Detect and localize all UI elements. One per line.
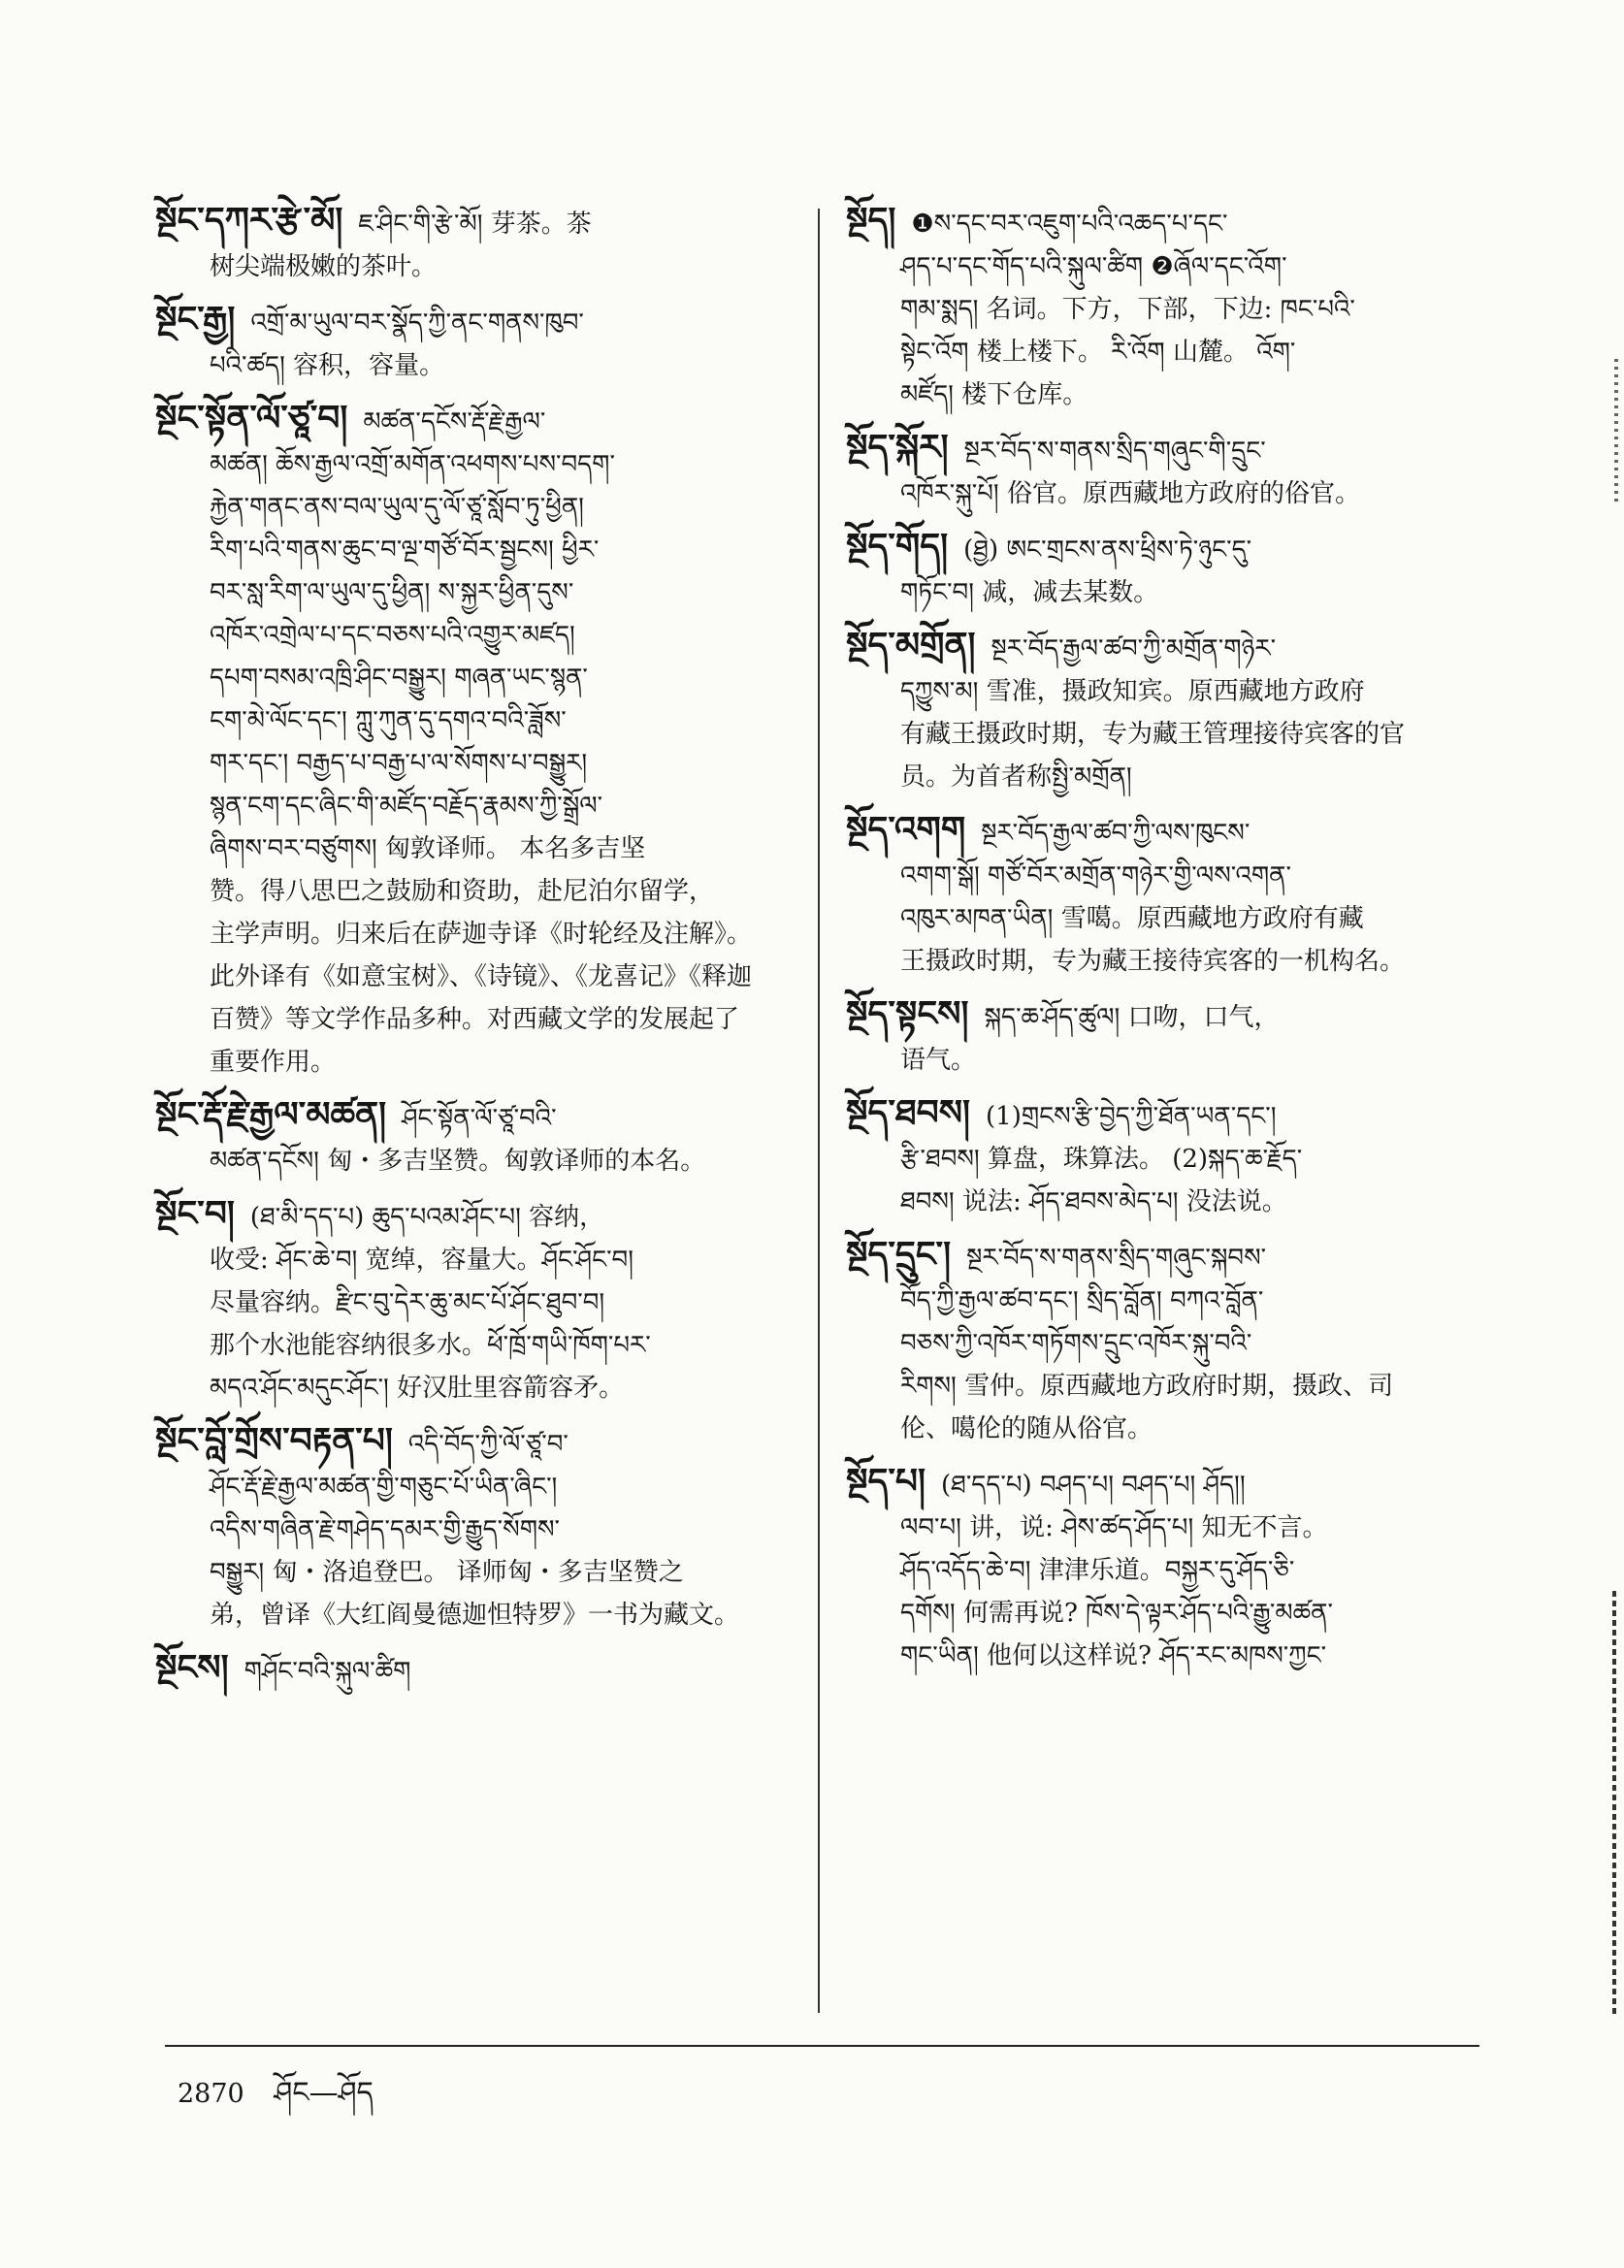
definition-text: མཚན་དངོས་རྡོ་རྗེ་རྒྱལ་: [363, 407, 546, 437]
headword: སྔོང་རྒྱ།: [155, 299, 236, 340]
dictionary-entry: [155, 397, 786, 1084]
entry-line: [155, 1551, 786, 1594]
page-footer: [178, 2060, 395, 2142]
dictionary-entry: [155, 298, 786, 387]
definition-text: 尽量容纳。རྫིང་བུ་དེར་ཆུ་མང་པོ་ཤོང་ཐུབ་བ།: [210, 1288, 605, 1317]
entry-line: [846, 1181, 1478, 1223]
definition-text: འཁོར་འགྲེལ་པ་དང་བཅས་པའི་འགྱུར་མཛད།: [210, 621, 575, 650]
dictionary-entry: [155, 1093, 786, 1183]
entry-line: [155, 245, 786, 288]
headword: སྔོང་རྡོ་རྗེ་རྒྱལ་མཚན།: [155, 1094, 387, 1135]
headword: སྔོད་པ།: [846, 1461, 926, 1502]
headword: སྔོད་སྐོར།: [846, 427, 949, 468]
definition-text: 赞。得八思巴之鼓励和资助，赴尼泊尔留学，: [210, 877, 715, 906]
entry-line: [155, 1041, 786, 1084]
entry-line: [846, 1549, 1478, 1592]
entry-line: [846, 1322, 1478, 1365]
definition-text: 收受: ཤོང་ཆེ་བ། 宽绰，容量大。ཤོང་ཤོང་བ།: [210, 1246, 633, 1275]
definition-text: ཤད་པ་དང་གོད་པའི་སྐུལ་ཚིག ❷ཞོལ་དང་འོག་: [900, 252, 1287, 281]
entry-line: [155, 956, 786, 998]
entry-line: [846, 897, 1478, 940]
definition-text: འདི་བོད་ཀྱི་ལོ་ཙཱ་བ་: [407, 1430, 568, 1459]
definition-text: 员。为首者称སྤྱི་མགྲོན།: [900, 762, 1132, 792]
entry-line: [846, 331, 1478, 373]
definition-text: རིག་པའི་གནས་ཆུང་བ་ལྔ་གཙོ་བོར་སྦྱངས། ཕྱིར་: [210, 535, 600, 565]
entry-first-line: [155, 1419, 786, 1466]
definition-text: 语气。: [900, 1046, 977, 1075]
definition-text: ཤོད་འདོད་ཆེ་བ། 津津乐道。བསྐྱར་དུ་ཤོད་ཅི་: [900, 1556, 1295, 1585]
entry-first-line: [846, 1460, 1478, 1507]
definition-text: སྔར་བོད་ས་གནས་སྲིད་གཞུང་སྐབས་: [966, 1244, 1267, 1273]
definition-text: 此外译有《如意宝树》、《诗镜》、《龙喜记》《释迦: [210, 962, 753, 991]
dictionary-entry: [155, 1646, 786, 1693]
definition-text: སྔར་བོད་རྒྱལ་ཚབ་ཀྱི་མགྲོན་གཉེར་: [991, 634, 1277, 664]
definition-text: 重要作用。: [210, 1048, 337, 1077]
definition-text: གཏོང་བ། 减，减去某数。: [900, 578, 1159, 607]
entry-first-line: [155, 397, 786, 443]
entry-line: [155, 998, 786, 1041]
entry-line: [155, 1466, 786, 1508]
entry-first-line: [846, 525, 1478, 571]
page-range: ཤོང—ཤོད: [274, 2076, 374, 2110]
dictionary-entry: [846, 1233, 1478, 1450]
definition-text: མདའ་ཤོང་མདུང་ཤོང་། 好汉肚里容箭容矛。: [210, 1374, 625, 1403]
definition-text: ཤོང་རྡོ་རྗེ་རྒྱལ་མཚན་གྱི་གཅུང་པོ་ཡིན་ཞིང་།: [210, 1473, 558, 1502]
definition-text: སྔར་བོད་ས་གནས་སྲིད་གཞུང་གི་དྲུང་: [963, 437, 1266, 466]
definition-text: རྐྱེན་གནང་ནས་བལ་ཡུལ་དུ་ལོ་ཙཱ་སློབ་ཏུ་ཕྱིན།: [210, 493, 584, 522]
definition-text: འཁོར་སྐུ་པོ། 俗官。原西藏地方政府的俗官。: [900, 479, 1360, 508]
dictionary-entry: [846, 808, 1478, 983]
dictionary-entry: [846, 525, 1478, 614]
entry-line: [846, 713, 1478, 756]
definition-text: འགག་སྒོ། གཙོ་བོར་མགྲོན་གཉེར་གྱི་ལས་འགན་: [900, 861, 1291, 891]
definition-text: སྔར་བོད་རྒྱལ་ཚབ་ཀྱི་ལས་ཁུངས་: [981, 819, 1250, 848]
definition-text: གང་ཡིན། 他何以这样说? ཤོད་རང་མཁས་ཀྱང་: [900, 1641, 1327, 1670]
entry-line: [846, 670, 1478, 713]
entry-line: [155, 657, 786, 699]
page-number: 2870: [178, 2079, 244, 2109]
entry-line: [846, 1138, 1478, 1181]
dictionary-entry: [155, 199, 786, 288]
definition-text: མཚན། ཆོས་རྒྱལ་འགྲོ་མགོན་འཕགས་པས་བདག་: [210, 450, 615, 479]
headword: སྔོད་སྟངས།: [846, 993, 969, 1034]
definition-text: ངག་མེ་ལོང་དང་། ཀླུ་ཀུན་དུ་དགའ་བའི་ཟློས་: [210, 706, 567, 735]
entry-line: [846, 1507, 1478, 1549]
entry-first-line: [846, 992, 1478, 1039]
definition-text: བསྒྱུར། 匈・洛追登巴。 译师匈・多吉坚赞之: [210, 1558, 684, 1587]
dictionary-entry: [155, 1192, 786, 1409]
headword: སྔོད།: [846, 200, 896, 241]
headword: སྔོད་འགག: [846, 809, 966, 850]
definition-text: སྙན་ངག་དང་ཞིང་གི་མཛོད་བརྗོད་རྣམས་ཀྱི་སྒྲོལ་: [210, 792, 603, 821]
right-column: [846, 199, 1478, 1687]
entry-line: [155, 1324, 786, 1367]
entry-line: [155, 699, 786, 742]
entry-line: [155, 571, 786, 614]
column-divider: [818, 209, 820, 2013]
dictionary-entry: [846, 992, 1478, 1082]
definition-text: (1)གྲངས་རྩི་བྱེད་ཀྱི་ཐོན་ཡན་དང་།: [986, 1102, 1277, 1131]
definition-text: སྟེང་འོག 楼上楼下。 རི་འོག 山麓。 འོག་: [900, 338, 1296, 367]
definition-text: དགོས། 何需再说? ཁོས་དེ་ལྟར་ཤོད་པའི་རྒྱུ་མཚན་: [900, 1599, 1333, 1628]
entry-first-line: [155, 298, 786, 344]
entry-line: [155, 344, 786, 387]
entry-line: [155, 870, 786, 913]
entry-line: [846, 1635, 1478, 1677]
entry-line: [846, 1408, 1478, 1450]
definition-text: (ཐ་དད་པ) བཤད་པ། བཤད་པ། ཤོད།།: [940, 1471, 1246, 1500]
headword: སྔོད་ཐབས།: [846, 1092, 971, 1133]
definition-text: 王摄政时期，专为藏王接待宾客的一机构名。: [900, 947, 1406, 976]
entry-line: [155, 1281, 786, 1324]
entry-line: [846, 756, 1478, 798]
headword: སྔོང་དཀར་རྩེ་མོ།: [155, 200, 343, 241]
definition-text: 树尖端极嫩的茶叶。: [210, 252, 438, 281]
definition-text: རྩི་ཐབས། 算盘，珠算法。 (2)སྐད་ཆ་རྗོད་: [900, 1145, 1303, 1174]
definition-text: ཐབས། 说法: ཤོད་ཐབས་མེད་པ། 没法说。: [900, 1187, 1287, 1216]
entry-line: [846, 1592, 1478, 1635]
entry-line: [155, 1367, 786, 1409]
dictionary-entry: [846, 426, 1478, 515]
entry-line: [846, 571, 1478, 614]
headword: སྔོང་སྟོན་ལོ་ཙཱ་བ།: [155, 398, 348, 438]
definition-text: གར་དང་། བརྒྱད་པ་བརྒྱ་པ་ལ་སོགས་པ་བསྒྱུར།: [210, 749, 588, 778]
dictionary-entry: [846, 624, 1478, 798]
entry-line: [155, 742, 786, 785]
headword: སྔོངས།: [155, 1647, 229, 1688]
headword: སྔོད་དྲུང་།: [846, 1234, 952, 1275]
entry-line: [155, 1140, 786, 1183]
entry-first-line: [846, 1233, 1478, 1280]
definition-text: མཚན་དངོས། 匈・多吉坚赞。匈敦译师的本名。: [210, 1147, 706, 1176]
definition-text: བཅས་ཀྱི་འཁོར་གཏོགས་དྲུང་འཁོར་སྐུ་བའི་: [900, 1329, 1252, 1358]
headword: སྔོད་གོད།: [846, 526, 949, 567]
headword: སྔོད་མགྲོན།: [846, 625, 976, 665]
definition-text: འགྲོ་མ་ཡུལ་བར་སྣོད་ཀྱི་ནང་གནས་ཁུབ་: [250, 308, 584, 338]
entry-first-line: [846, 624, 1478, 670]
definition-text: སྐད་ཆ་ཤོད་ཚུལ། 口吻，口气，: [984, 1003, 1280, 1032]
entry-line: [155, 486, 786, 529]
dictionary-entry: [846, 1091, 1478, 1223]
entry-line: [155, 1239, 786, 1281]
dictionary-entry: [846, 199, 1478, 416]
scan-edge-mark: [1612, 1591, 1616, 2018]
definition-text: དཀྱུས་མ། 雪准，摄政知宾。原西藏地方政府: [900, 677, 1365, 706]
definition-text: ❶ས་དང་བར་འཇུག་པའི་འཆད་པ་དང་: [911, 210, 1228, 239]
headword: སྔོང་བློ་གྲོས་བརྟན་པ།: [155, 1420, 393, 1461]
entry-line: [155, 529, 786, 571]
entry-first-line: [155, 1192, 786, 1239]
definition-text: བོད་ཀྱི་རྒྱལ་ཚབ་དང་། སྲིད་བློན། བཀའ་བློན་: [900, 1286, 1264, 1315]
definition-text: བར་སླ་རིག་ལ་ཡུལ་དུ་ཕྱིན། ས་སྐྱར་ཕྱིན་དུས་: [210, 578, 574, 607]
definition-text: པའི་ཚད། 容积，容量。: [210, 351, 445, 380]
entry-line: [155, 1508, 786, 1551]
definition-text: གཤོང་བའི་སྐུལ་ཚིག: [244, 1657, 411, 1686]
entry-line: [155, 614, 786, 657]
definition-text: 弟，曾译《大红阎曼德迦怛特罗》一书为藏文。: [210, 1601, 740, 1630]
definition-text: 伦、噶伦的随从俗官。: [900, 1414, 1153, 1443]
definition-text: ཞིགས་བར་བཙུགས། 匈敦译师。 本名多吉坚: [210, 834, 646, 863]
definition-text: ཤོང་སྟོན་ལོ་ཙཱ་བའི་: [402, 1104, 557, 1133]
definition-text: 那个水池能容纳很多水。ཕོ་ཁྲོ་གཡི་ཁོག་པར་: [210, 1331, 651, 1360]
definition-text: 主学声明。归来后在萨迦寺译《时轮经及注解》。: [210, 920, 753, 949]
entry-line: [155, 827, 786, 870]
entry-line: [846, 245, 1478, 288]
scan-edge-mark-top: [1614, 359, 1618, 504]
definition-text: 百赞》等文学作品多种。对西藏文学的发展起了: [210, 1005, 740, 1034]
headword: སྔོང་བ།: [155, 1193, 235, 1234]
definition-text: 有藏王摄政时期，专为藏王管理接待宾客的官: [900, 720, 1406, 749]
entry-line: [155, 913, 786, 956]
definition-text: ཇ་ཤིང་གི་རྩེ་མོ། 芽茶。茶: [358, 210, 592, 239]
entry-line: [155, 1594, 786, 1636]
entry-first-line: [155, 1646, 786, 1693]
definition-text: ལབ་པ། 讲，说: ཤེས་ཚད་ཤོད་པ། 知无不言。: [900, 1513, 1328, 1542]
footer-rule: [165, 2045, 1479, 2047]
dictionary-entry: [846, 1460, 1478, 1677]
entry-first-line: [846, 426, 1478, 472]
entry-line: [155, 785, 786, 827]
entry-first-line: [155, 199, 786, 245]
entry-first-line: [155, 1093, 786, 1140]
entry-line: [846, 1280, 1478, 1322]
definition-text: གམ་སྨད། 名词。下方，下部，下边: ཁང་པའི་: [900, 295, 1355, 324]
entry-line: [846, 1365, 1478, 1408]
entry-first-line: [846, 808, 1478, 855]
entry-first-line: [846, 199, 1478, 245]
definition-text: མཛོད། 楼下仓库。: [900, 380, 1088, 409]
entry-line: [155, 443, 786, 486]
entry-line: [846, 940, 1478, 983]
definition-text: རིགས། 雪仲。原西藏地方政府时期，摄政、司: [900, 1372, 1394, 1401]
definition-text: འདིས་གཞིན་རྗེ་གཤེད་དམར་གྱི་རྒྱུད་སོགས་: [210, 1515, 561, 1544]
definition-text: (ཐྱེ) ཨང་གྲངས་ནས་ཕྲིས་ཏེ་ཉུང་དུ་: [963, 535, 1252, 565]
dictionary-entry: [155, 1419, 786, 1636]
definition-text: དཔག་བསམ་འཁྲི་ཤིང་བསྒྱུར། གཞན་ཡང་སྙན་: [210, 664, 588, 693]
entry-line: [846, 855, 1478, 897]
definition-text: འཁུར་མཁན་ཡིན། 雪噶。原西藏地方政府有藏: [900, 904, 1364, 933]
entry-first-line: [846, 1091, 1478, 1138]
left-column: [155, 199, 786, 1702]
entry-line: [846, 373, 1478, 416]
entry-line: [846, 288, 1478, 331]
entry-line: [846, 472, 1478, 515]
definition-text: (ཐ་མི་དད་པ) ཆུད་པའམ་ཤོང་པ། 容纳，: [249, 1203, 605, 1232]
entry-line: [846, 1039, 1478, 1082]
